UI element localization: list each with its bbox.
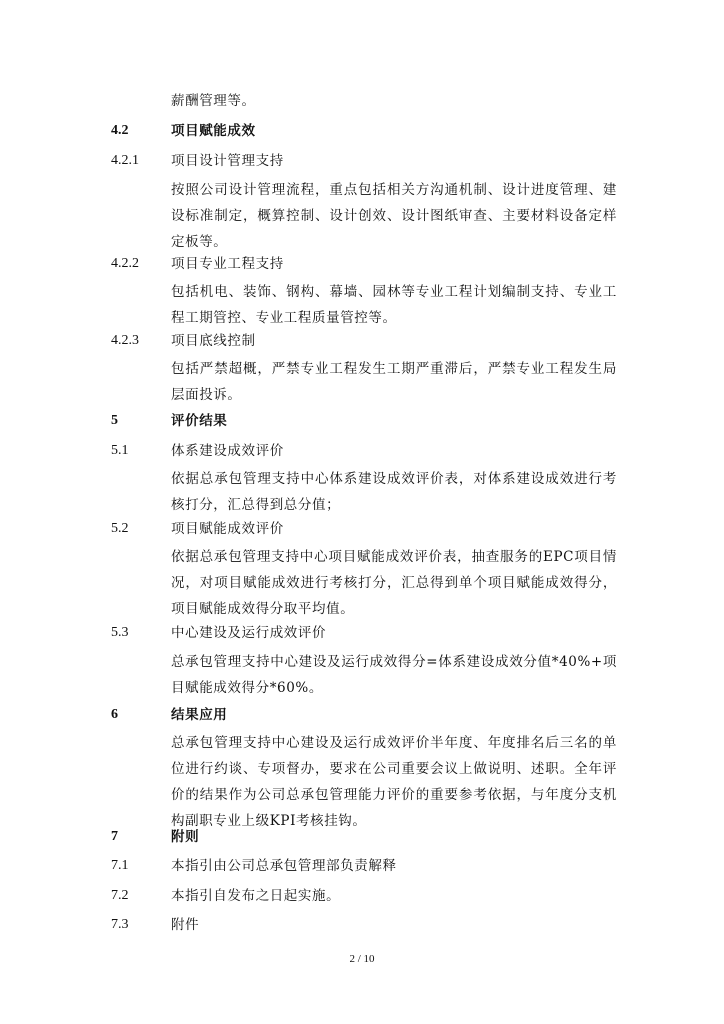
section-7-number: 7 <box>111 829 118 844</box>
section-6-body: 总承包管理支持中心建设及运行成效评价半年度、年度排名后三名的单位进行约谈、专项督办，要求在公司重要会议上做说明、述职。全年评价的结果作为公司总承包管理能力评价的重要参考依据，与年度分支机构副职专业上级KPI考核挂钩。 <box>171 735 617 829</box>
section-7-title: 附则 <box>171 829 200 845</box>
section-7-3-title: 附件 <box>171 917 200 933</box>
section-4-2-number: 4.2 <box>111 123 129 138</box>
section-4-2-3-number: 4.2.3 <box>111 333 139 348</box>
section-6-number: 6 <box>111 707 118 722</box>
section-5-1-body: 依据总承包管理支持中心体系建设成效评价表，对体系建设成效进行考核打分，汇总得到总分值； <box>171 471 617 513</box>
section-4-2-1-title: 项目设计管理支持 <box>171 153 284 169</box>
page-number: 2 / 10 <box>349 953 375 965</box>
intro-tail-text: 薪酬管理等。 <box>171 93 256 109</box>
section-5-1-title: 体系建设成效评价 <box>171 443 284 459</box>
section-7-3-number: 7.3 <box>111 917 129 932</box>
section-4-2-3-body: 包括严禁超概，严禁专业工程发生工期严重滞后，严禁专业工程发生局层面投诉。 <box>171 361 617 403</box>
section-7-1-title: 本指引由公司总承包管理部负责解释 <box>171 858 397 874</box>
section-7-2-title: 本指引自发布之日起实施。 <box>171 888 341 904</box>
section-5-1-number: 5.1 <box>111 443 129 458</box>
section-5-2-number: 5.2 <box>111 521 129 536</box>
section-5-3-body: 总承包管理支持中心建设及运行成效得分=体系建设成效分值*40%+项目赋能成效得分*60%。 <box>171 654 617 696</box>
section-4-2-2-title: 项目专业工程支持 <box>171 256 284 272</box>
section-4-2-1-body: 按照公司设计管理流程，重点包括相关方沟通机制、设计进度管理、建设标准制定，概算控制、设计创效、设计图纸审查、主要材料设备定样定板等。 <box>171 182 617 250</box>
section-7-1-number: 7.1 <box>111 858 129 873</box>
section-7-2-number: 7.2 <box>111 888 129 903</box>
section-4-2-title: 项目赋能成效 <box>171 123 256 139</box>
section-5-title: 评价结果 <box>171 413 228 429</box>
section-5-2-title: 项目赋能成效评价 <box>171 521 284 537</box>
section-5-3-title: 中心建设及运行成效评价 <box>171 625 327 641</box>
section-5-number: 5 <box>111 413 118 428</box>
section-6-title: 结果应用 <box>171 707 228 723</box>
section-5-2-body: 依据总承包管理支持中心项目赋能成效评价表，抽查服务的EPC项目情况，对项目赋能成效进行考核打分，汇总得到单个项目赋能成效得分，项目赋能成效得分取平均值。 <box>171 549 617 617</box>
section-4-2-2-body: 包括机电、装饰、钢构、幕墙、园林等专业工程计划编制支持、专业工程工期管控、专业工程质量管控等。 <box>171 284 617 326</box>
section-4-2-3-title: 项目底线控制 <box>171 333 256 349</box>
section-4-2-1-number: 4.2.1 <box>111 153 139 168</box>
section-5-3-number: 5.3 <box>111 625 129 640</box>
section-4-2-2-number: 4.2.2 <box>111 256 139 271</box>
